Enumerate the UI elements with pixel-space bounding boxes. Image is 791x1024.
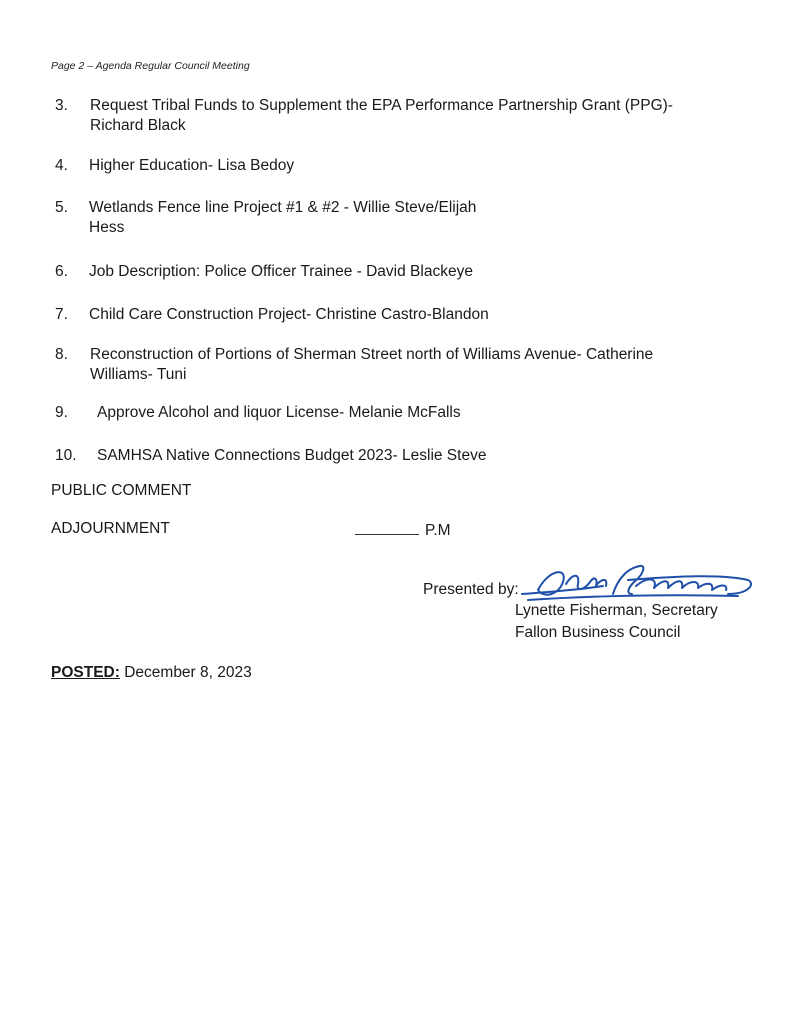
item-title: Request Tribal Funds to Supplement the EPA Performance Partnership Grant (PPG)- bbox=[90, 97, 673, 114]
item-number: 3. bbox=[55, 97, 68, 114]
page-header: Page 2 – Agenda Regular Council Meeting bbox=[51, 60, 250, 72]
item-title-continued: Williams- Tuni bbox=[90, 366, 187, 383]
signer-name-title: Lynette Fisherman, Secretary bbox=[515, 602, 718, 619]
item-title: SAMHSA Native Connections Budget 2023- Leslie Steve bbox=[97, 447, 487, 464]
item-number: 5. bbox=[55, 199, 68, 216]
time-blank-line bbox=[355, 520, 419, 535]
item-title: Wetlands Fence line Project #1 & #2 - Willie Steve/Elijah bbox=[89, 199, 477, 216]
item-title: Reconstruction of Portions of Sherman Street north of Williams Avenue- Catherine bbox=[90, 346, 654, 363]
item-number: 7. bbox=[55, 306, 68, 323]
handwritten-signature bbox=[508, 560, 758, 608]
item-title-continued: Richard Black bbox=[90, 117, 186, 134]
presented-by-label: Presented by: bbox=[423, 581, 519, 598]
item-number: 9. bbox=[55, 404, 68, 421]
item-number: 4. bbox=[55, 157, 68, 174]
item-title: Child Care Construction Project- Christine Castro-Blandon bbox=[89, 306, 489, 323]
item-title-continued: Hess bbox=[89, 219, 125, 236]
time-suffix: P.M bbox=[425, 522, 451, 539]
item-number: 10. bbox=[55, 447, 77, 464]
item-title: Job Description: Police Officer Trainee - David Blackeye bbox=[89, 263, 473, 280]
item-number: 8. bbox=[55, 346, 68, 363]
adjournment-time bbox=[355, 520, 451, 540]
item-number: 6. bbox=[55, 263, 68, 280]
signer-organization: Fallon Business Council bbox=[515, 624, 681, 641]
item-title: Approve Alcohol and liquor License- Melanie McFalls bbox=[97, 404, 461, 421]
item-title: Higher Education- Lisa Bedoy bbox=[89, 157, 295, 174]
public-comment-heading: PUBLIC COMMENT bbox=[51, 482, 192, 499]
posted-line bbox=[51, 664, 252, 682]
adjournment-heading: ADJOURNMENT bbox=[51, 520, 170, 537]
posted-label: POSTED: bbox=[51, 664, 120, 681]
posted-date: December 8, 2023 bbox=[124, 664, 252, 681]
